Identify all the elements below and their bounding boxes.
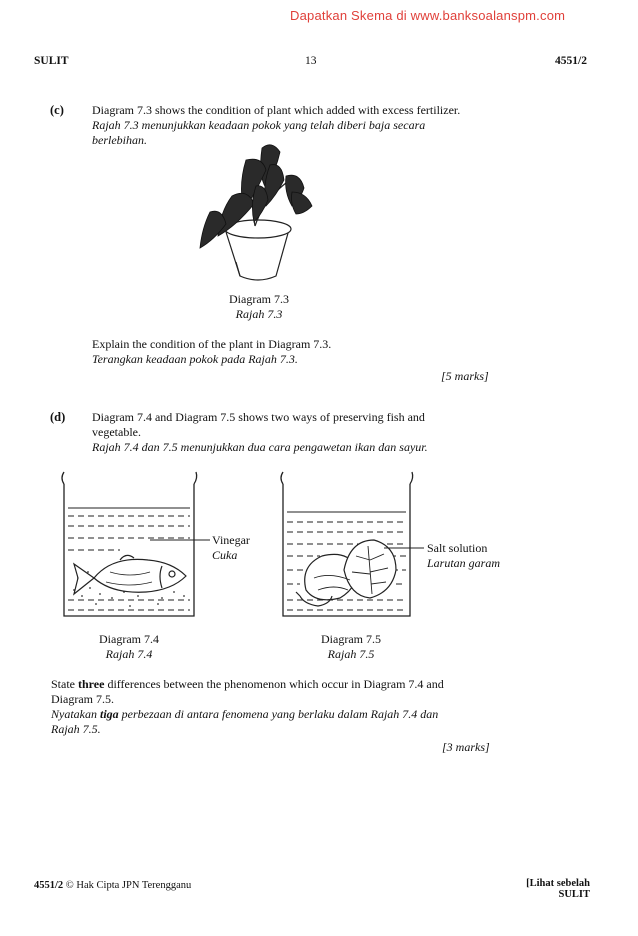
salt-solution-label	[427, 541, 500, 571]
page-number: 13	[305, 55, 317, 67]
part-d-line2: vegetable.	[92, 425, 141, 439]
footer-turn-page	[520, 878, 590, 900]
part-c-question-ms: Terangkan keadaan pokok pada Rajah 7.3.	[92, 352, 298, 366]
vinegar-label-en: Vinegar	[212, 533, 250, 547]
state-pre: State	[51, 677, 78, 691]
state-ms-pre: Nyatakan	[51, 707, 100, 721]
part-d-marks: [3 marks]	[442, 740, 490, 754]
part-d-question-ms-line1	[51, 707, 444, 722]
state-bold: three	[78, 677, 105, 691]
state-ms-post: perbezaan di antara fenomena yang berlaku dalam Rajah 7.4 dan	[118, 707, 439, 721]
footer-lihat-sebelah: [Lihat sebelah	[526, 878, 590, 889]
part-d-line1: Diagram 7.4 and Diagram 7.5 shows two ways of preserving fish and	[92, 410, 425, 424]
caption-diagram-7-5: Diagram 7.5	[321, 632, 381, 646]
part-c-line1: Diagram 7.3 shows the condition of plant which added with excess fertilizer.	[92, 103, 461, 117]
footer-copyright-text: © Hak Cipta JPN Terengganu	[63, 880, 192, 891]
part-c-line2-ms: Rajah 7.3 menunjukkan keadaan pokok yang telah diberi baja secara	[92, 118, 426, 132]
diagram-7-4-caption	[84, 632, 174, 662]
salt-solution-label-en: Salt solution	[427, 541, 488, 555]
state-post: differences between the phenomenon which occur in Diagram 7.4 and	[104, 677, 444, 691]
part-d-question-ms-line2: Rajah 7.5.	[51, 722, 101, 736]
salt-solution-label-ms: Larutan garam	[427, 556, 501, 570]
part-d-question	[51, 677, 444, 737]
part-c-marks: [5 marks]	[441, 369, 489, 383]
diagram-7-5-caption	[306, 632, 396, 662]
part-c-question-en: Explain the condition of the plant in Diagram 7.3.	[92, 337, 332, 351]
footer-sulit: SULIT	[558, 889, 590, 900]
part-d-question-line1	[51, 677, 444, 692]
part-d-label: (d)	[50, 410, 66, 424]
diagram-7-3-caption	[214, 292, 304, 322]
footer-copyright	[34, 880, 191, 891]
caption-diagram-7-4: Diagram 7.4	[99, 632, 159, 646]
vinegar-label	[212, 533, 250, 563]
part-c-label: (c)	[50, 103, 64, 117]
website-banner: Dapatkan Skema di www.banksoalanspm.com	[290, 8, 566, 23]
part-d-line3-ms: Rajah 7.4 dan 7.5 menunjukkan dua cara pengawetan ikan dan sayur.	[92, 440, 428, 454]
part-c-line3-ms: berlebihan.	[92, 133, 147, 147]
part-d-text	[92, 410, 428, 455]
part-d-question-line2: Diagram 7.5.	[51, 692, 114, 706]
footer-code: 4551/2	[34, 880, 64, 891]
paper-code: 4551/2	[555, 55, 587, 67]
caption-rajah-7-5: Rajah 7.5	[327, 647, 375, 661]
part-c-question	[92, 337, 331, 367]
caption-rajah-7-3: Rajah 7.3	[235, 307, 283, 321]
caption-rajah-7-4: Rajah 7.4	[105, 647, 153, 661]
caption-diagram-7-3: Diagram 7.3	[229, 292, 289, 306]
part-c-text	[92, 103, 460, 148]
vinegar-label-ms: Cuka	[212, 548, 238, 562]
state-ms-bold: tiga	[100, 707, 119, 721]
header-sulit: SULIT	[34, 55, 69, 67]
